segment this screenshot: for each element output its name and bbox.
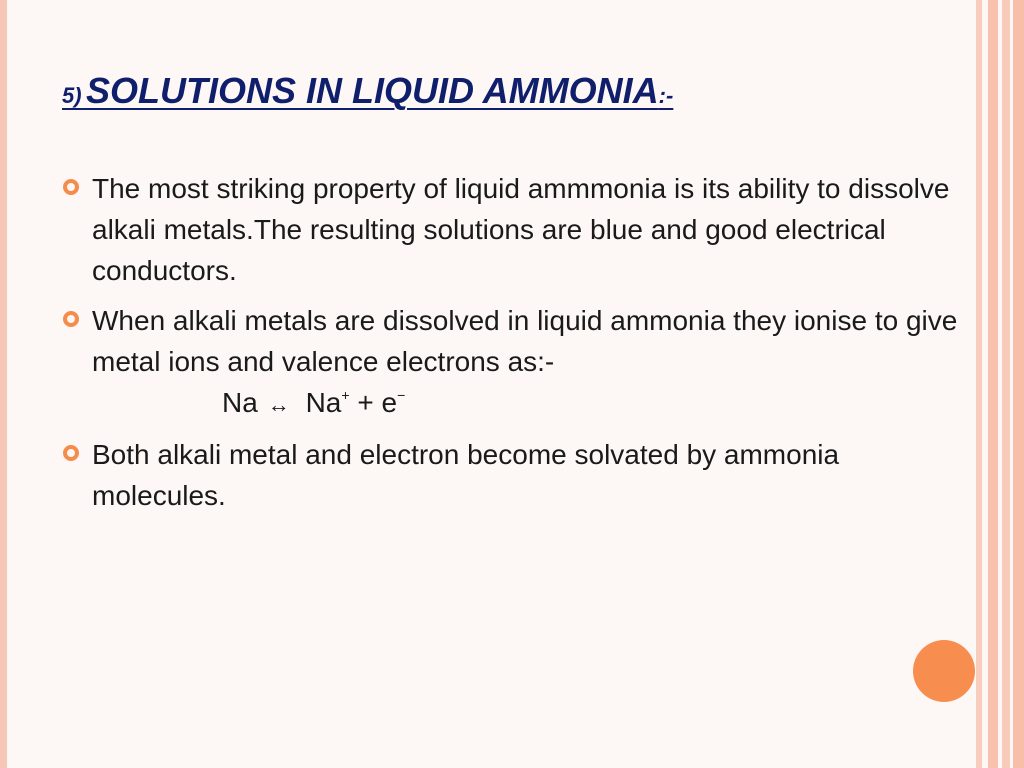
ring-bullet-icon [63,311,79,327]
equilibrium-arrow: ↔ [267,392,290,417]
title-suffix: :- [658,83,674,108]
ion-charge: + [341,387,350,403]
ring-bullet-icon [63,179,79,195]
slide-title [62,70,673,112]
ionisation-equation [60,382,970,425]
equation-electron: e [381,387,398,418]
title-number: 5) [62,83,82,108]
ring-bullet-icon [63,445,79,461]
left-border-stripe [0,0,7,768]
bullet-item [60,300,970,382]
equation-plus: + [357,387,374,418]
border-stripe [988,0,998,768]
slide-body [60,168,970,525]
title-text: SOLUTIONS IN LIQUID AMMONIA [86,70,659,111]
border-stripe [1002,0,1010,768]
bullet-text: When alkali metals are dissolved in liquid ammonia they ionise to give metal ions and valence electrons as:- [92,305,958,377]
electron-charge: − [397,387,406,403]
right-border-stripes [976,0,1024,768]
border-stripe [1013,0,1024,768]
equation-ion: Na [305,387,342,418]
bullet-text: Both alkali metal and electron become solvated by ammonia molecules. [92,439,840,511]
decorative-circle [913,640,975,702]
bullet-item [60,168,970,291]
equation-reactant: Na [222,387,258,418]
bullet-text: The most striking property of liquid ammmonia is its ability to dissolve alkali metals.The resulting solutions are blue and good electrical conductors. [92,173,950,286]
bullet-item [60,434,970,516]
